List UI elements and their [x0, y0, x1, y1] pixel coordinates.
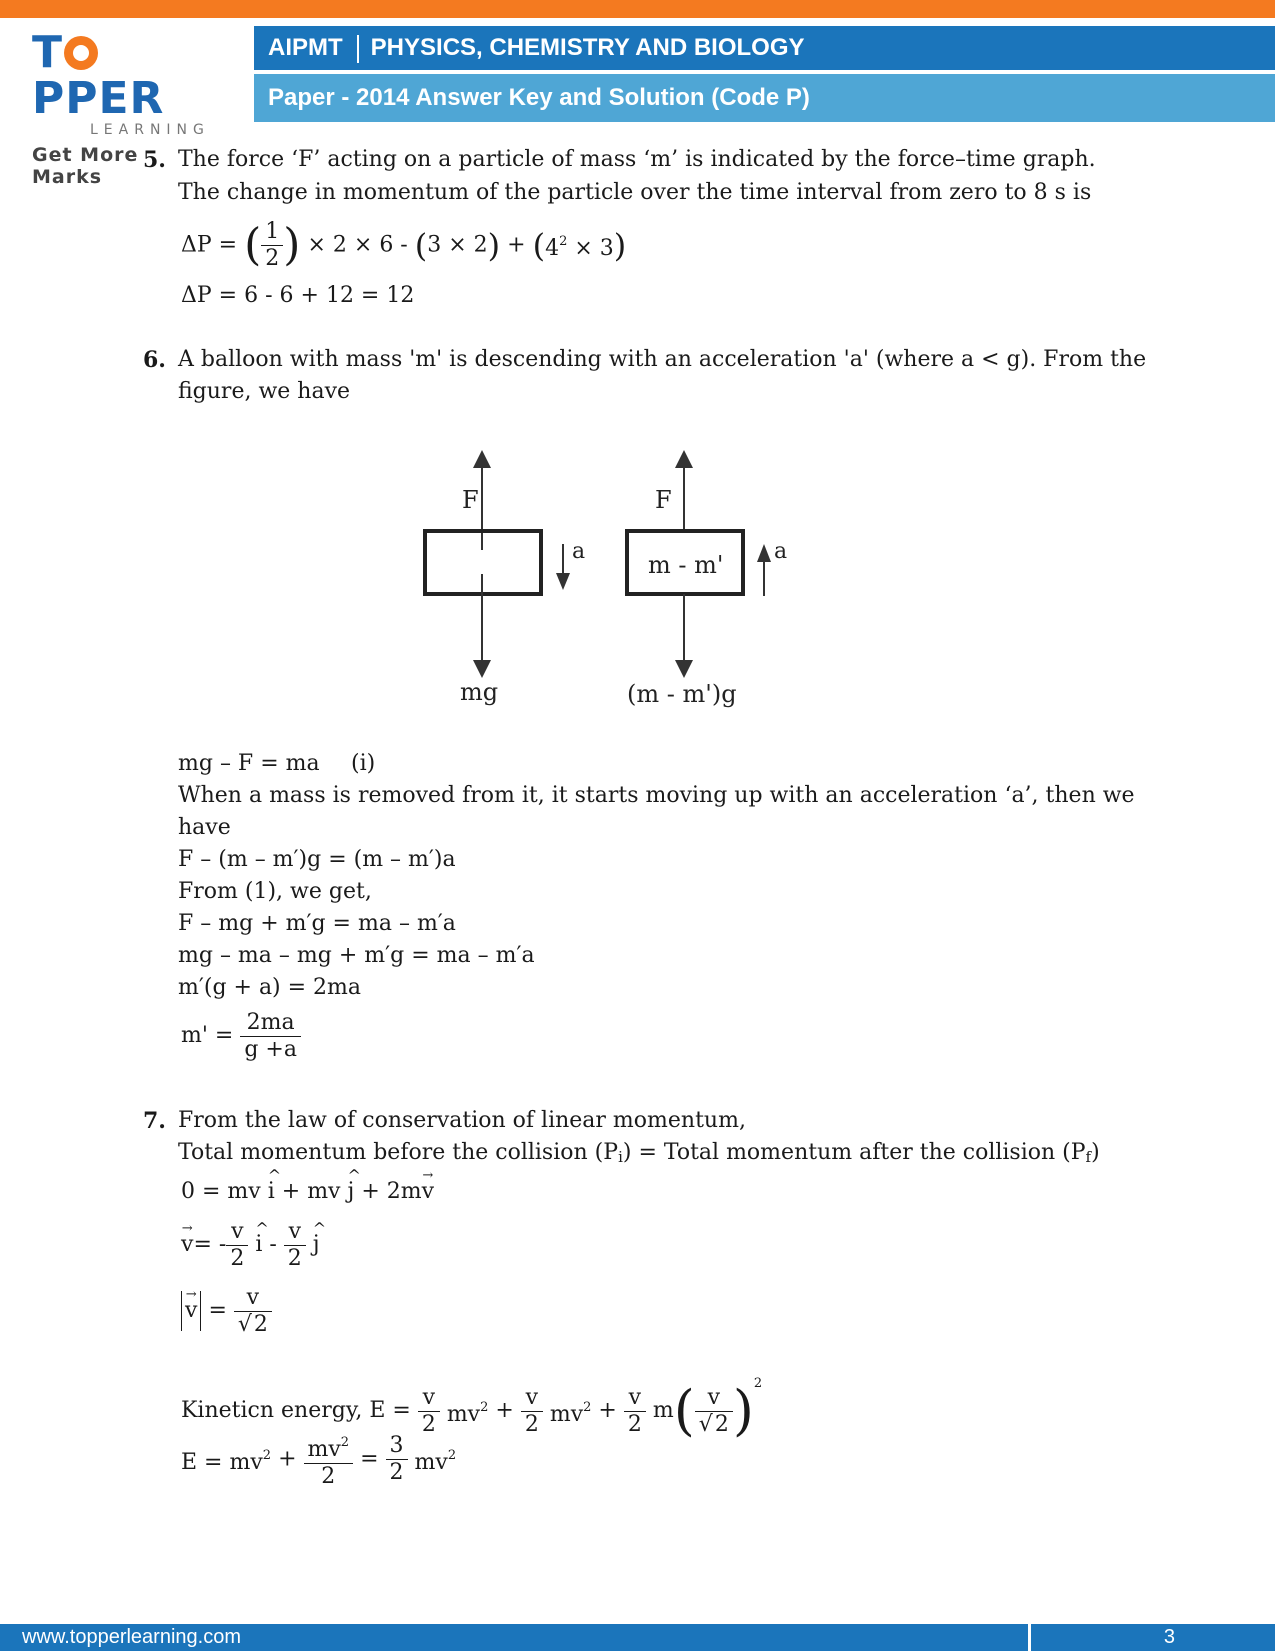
header-separator — [357, 35, 359, 63]
footer-website-link[interactable]: www.topperlearning.com — [22, 1626, 241, 1648]
footer-bar — [0, 1624, 1275, 1651]
q5-line1: The force ‘F’ acting on a particle of mass ‘m’ is indicated by the force–time graph. — [178, 147, 1096, 172]
free-body-diagram — [410, 440, 830, 730]
weight-label-left: mg — [460, 678, 499, 706]
q7-eq2: → v= - $\frac{v}{2}$ ^ i - $\frac{v}{2}$ ^ j — [181, 1216, 320, 1274]
q6-line5: From (1), we get, — [178, 879, 372, 904]
q7-number: 7. — [143, 1108, 166, 1134]
q7-kinetic-energy: Kineticn energy, E = $\frac{v}{2}$ $mv^2$ + $\frac{v}{2}$ $mv^2$ + $\frac{v}{2}$ m( $\frac{v}{√2}$ )$^2$ — [181, 1376, 763, 1442]
q5-line2: The change in momentum of the particle over the time interval from zero to 8 s is — [178, 180, 1092, 205]
header-subject-bar — [254, 26, 1275, 70]
q5-number: 5. — [143, 147, 166, 173]
q6-number: 6. — [143, 347, 166, 373]
q7-line1: From the law of conservation of linear momentum, — [178, 1108, 746, 1133]
q5-equation1: ΔP = ( $\frac{1}{2}$ ) × $2 \times 6 - (3 \times 2) + (4^2 \times 3)$ — [181, 219, 627, 271]
page-number: 3 — [1163, 1626, 1175, 1648]
q6-line1: A balloon with mass 'm' is descending with an acceleration 'a' (where a < g). From the — [178, 347, 1147, 372]
logo-wordmark: TPPER — [32, 27, 165, 124]
q6-eq5: m′(g + a) = 2ma — [178, 975, 362, 1000]
weight-label-right: (m - m')g — [627, 680, 737, 708]
exam-name: AIPMT — [268, 34, 343, 61]
q6-line2: figure, we have — [178, 379, 351, 404]
top-accent-bar — [0, 0, 1275, 18]
q7-line2: Total momentum before the collision $(P_i)$ = Total momentum after the collision $(P_f)$ — [178, 1140, 1100, 1166]
q6-line3: When a mass is removed from it, it starts moving up with an acceleration ‘a’, then we — [178, 783, 1135, 808]
q7-eq1: 0 = mv ^ i + mv ^ j + 2m→ v — [181, 1178, 434, 1206]
q7-energy-result: $E = mv^2$ + $\frac{mv^2}{2}$ = $\frac{3}{2}$ $mv^2$ — [181, 1426, 456, 1493]
accel-label-right: a — [774, 539, 788, 564]
q6-eq4: mg – ma – mg + m′g = ma – m′a — [178, 943, 535, 968]
paper-title: Paper - 2014 Answer Key and Solution (Code P) — [254, 74, 1275, 122]
accel-label-left: a — [572, 539, 586, 564]
balloon-ascending — [627, 450, 787, 708]
force-label-left: F — [462, 486, 479, 514]
logo-o-mark — [64, 36, 98, 70]
topper-learning-logo[interactable] — [32, 27, 212, 188]
footer-divider — [1028, 1624, 1031, 1651]
logo-subtext: LEARNING — [90, 122, 210, 138]
q6-eq6: m' = $\frac{2ma}{g +a}$ — [181, 1006, 301, 1066]
q6-eq3: F – mg + m′g = ma – m′a — [178, 911, 456, 936]
q6-line4: have — [178, 815, 231, 840]
q5-equation2: ΔP = 6 - 6 + 12 = 12 — [181, 283, 415, 308]
logo-tagline: Get More Marks — [32, 144, 139, 188]
subjects-title: PHYSICS, CHEMISTRY AND BIOLOGY — [370, 34, 805, 61]
q6-eq2: F – (m – m′)g = (m – m′)a — [178, 847, 456, 872]
balloon-descending — [425, 450, 585, 706]
q7-eq3: → v = $\frac{v}{√2}$ — [181, 1282, 272, 1340]
q6-eq-i: mg – F = ma — [178, 751, 320, 776]
q6-eq-i-tag: (i) — [351, 751, 376, 776]
force-label-right: F — [655, 486, 672, 514]
box-label-right: m - m' — [648, 551, 724, 579]
